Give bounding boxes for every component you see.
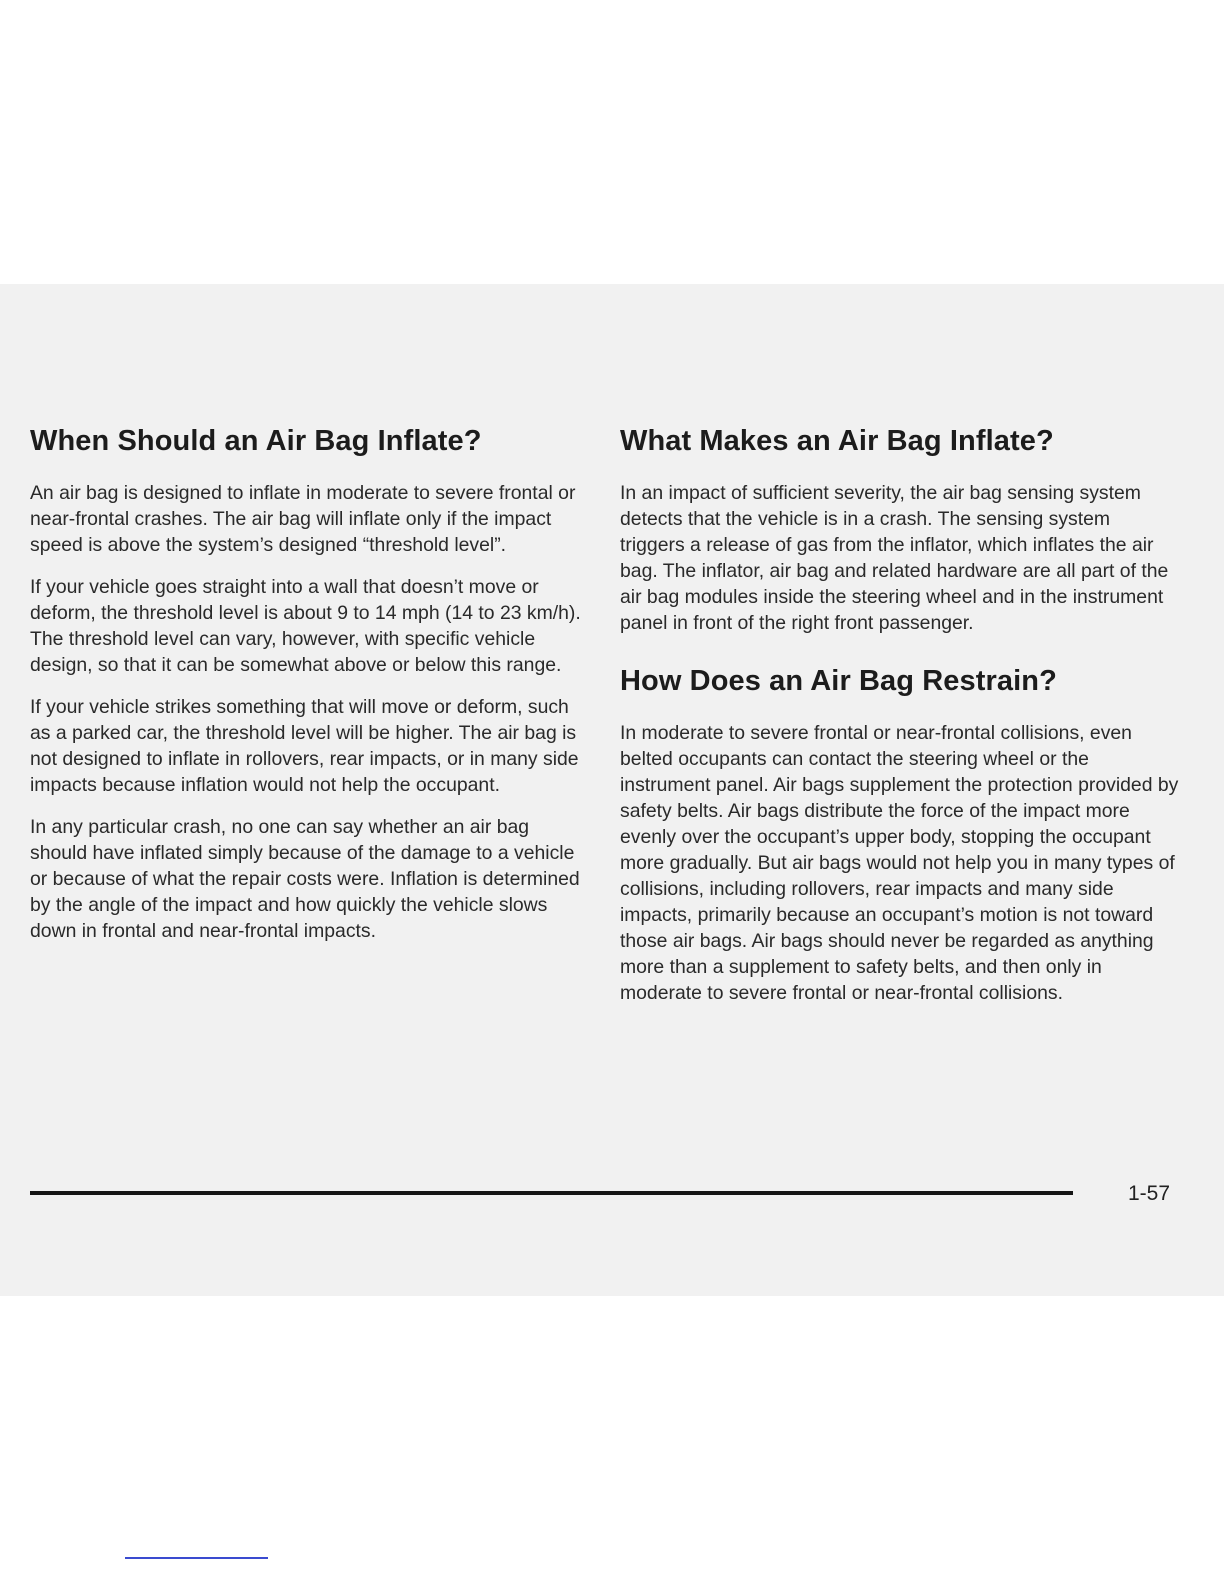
- footer-rule: [30, 1191, 1073, 1195]
- heading-how-does-air-bag-restrain: How Does an Air Bag Restrain?: [620, 665, 1057, 697]
- page-number: 1-57: [1128, 1182, 1171, 1205]
- paragraph-higher-threshold: If your vehicle strikes something that will move or deform, such as a parked car, the threshold level will be higher. The air bag is not designed to inflate in rollovers, rear impacts, or in many side impacts because inflation would not help the occupant.: [30, 696, 579, 796]
- heading-what-makes-air-bag-inflate: What Makes an Air Bag Inflate?: [620, 425, 1054, 457]
- section-spacer: [620, 652, 1180, 664]
- page-content-area: [0, 284, 1224, 1296]
- paragraph-threshold-level: If your vehicle goes straight into a wall that doesn’t move or deform, the threshold level is about 9 to 14 mph (14 to 23 km/h). The threshold level can vary, however, with specific vehicle design, so that it can be somewhat above or below this range.: [30, 576, 581, 676]
- right-column: [620, 424, 1180, 1022]
- paragraph-particular-crash: In any particular crash, no one can say whether an air bag should have inflated simply because of the damage to a vehicle or because of what the repair costs were. Inflation is determined by the angle of the impact and how quickly the vehicle slows down in frontal and near-frontal impacts.: [30, 816, 580, 942]
- bottom-underline-decoration: [125, 1557, 268, 1559]
- paragraph-inflate-design: An air bag is designed to inflate in moderate to severe frontal or near-frontal crashes. The air bag will inflate only if the impact speed is above the system’s designed “threshold level”.: [30, 482, 576, 556]
- paragraph-sensing-system: In an impact of sufficient severity, the air bag sensing system detects that the vehicle is in a crash. The sensing system triggers a release of gas from the inflator, which inflates the air bag. The inflator, air bag and related hardware are all part of the air bag modules inside the steering wheel and in the instrument panel in front of the right front passenger.: [620, 482, 1169, 634]
- paragraph-restrain-explanation: In moderate to severe frontal or near-frontal collisions, even belted occupants can contact the steering wheel or the instrument panel. Air bags supplement the protection provided by safety belts. Air bags distribute the force of the impact more evenly over the occupant’s upper body, stopping the occupant more gradually. But air bags would not help you in many types of collisions, including rollovers, rear impacts and many side impacts, primarily because an occupant’s motion is not toward those air bags. Air bags should never be regarded as anything more than a supplement to safety belts, and then only in moderate to severe frontal or near-frontal collisions.: [620, 722, 1179, 1004]
- left-column: [30, 424, 585, 960]
- heading-when-should-air-bag-inflate: When Should an Air Bag Inflate?: [30, 425, 482, 457]
